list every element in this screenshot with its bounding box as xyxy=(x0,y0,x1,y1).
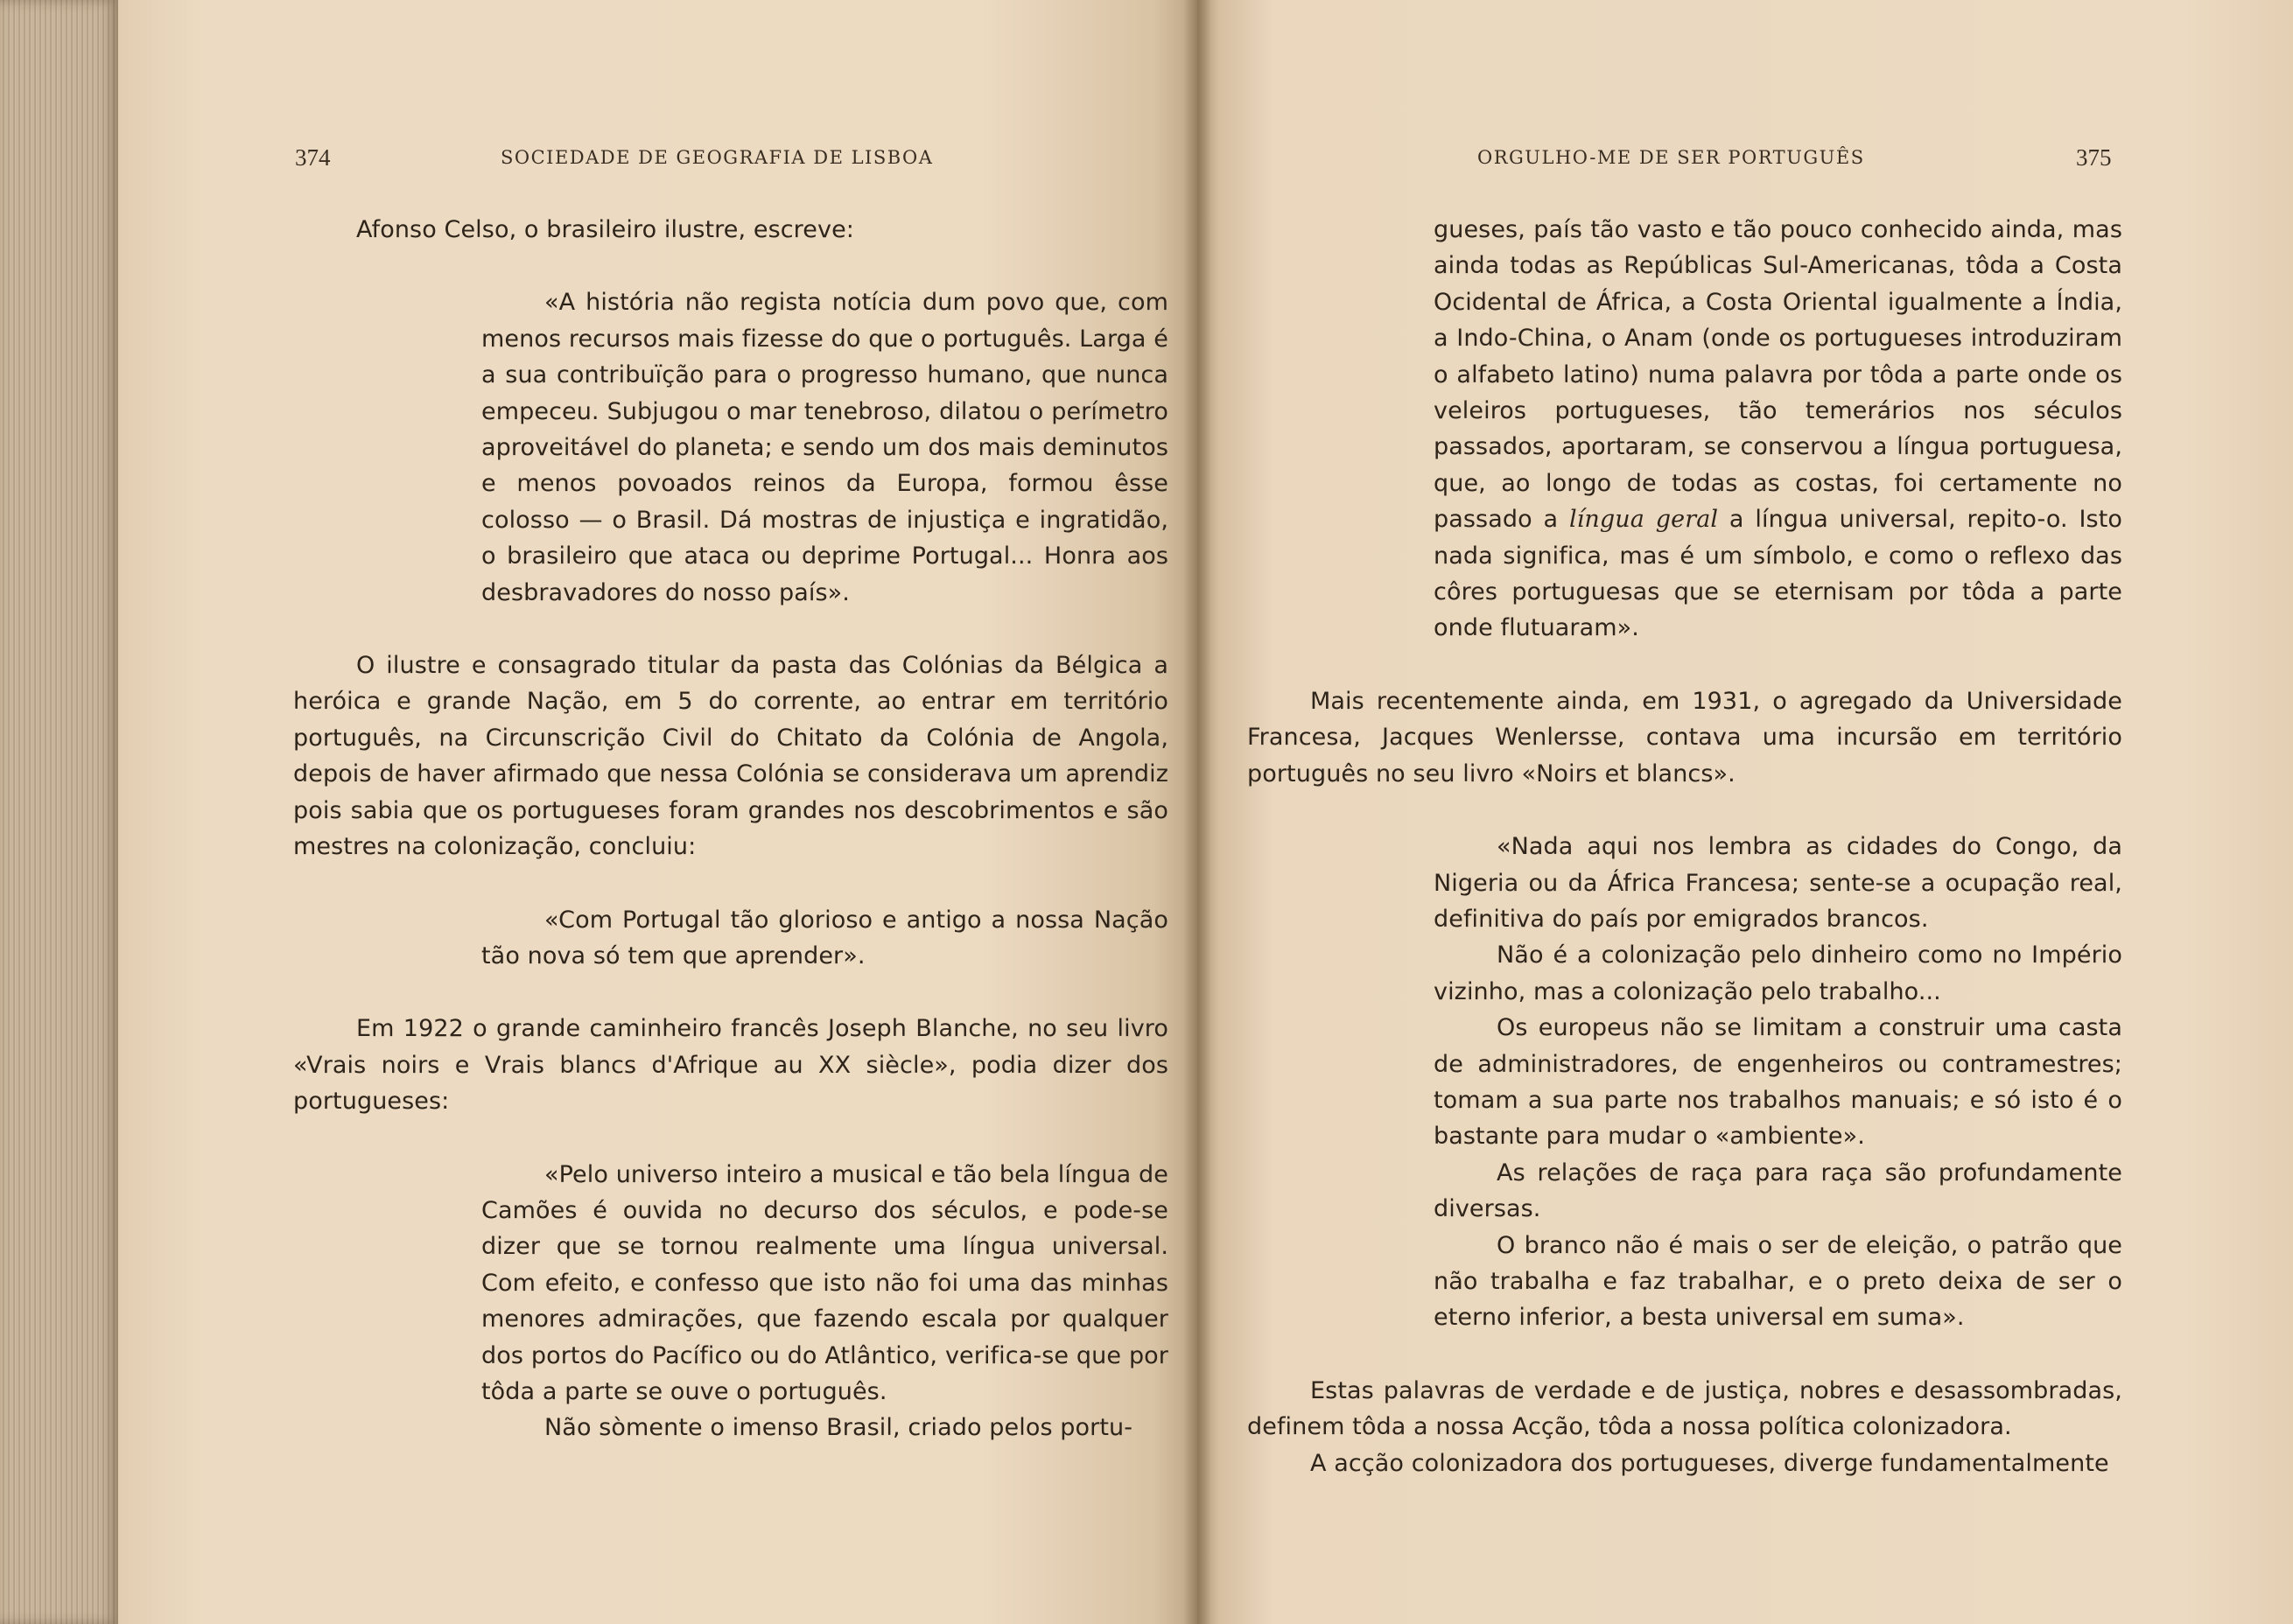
block-quote: As relações de raça para raça são profundamente diversas. xyxy=(1434,1158,2122,1223)
block-quote: «Nada aqui nos lembra as cidades do Congo, da Nigeria ou da África Francesa; sente-se a ocupação real, definitiva do país por emigrados brancos. xyxy=(1434,833,2122,933)
right-text-column xyxy=(1247,212,2122,1481)
right-page-number: 375 xyxy=(2076,144,2112,171)
quote-text: a língua universal, repito-o. Isto nada significa, mas é um símbolo, e como o reflexo das côres portuguesas que se eternisam por tôda a parte onde flutuaram». xyxy=(1434,506,2122,642)
block-quote: «A história não regista notícia dum povo que, com menos recursos mais fizesse do que o português. Larga é a sua contribuïção para o progresso humano, que nunca empeceu. Subjugou o mar tenebroso, dilatou o perímetro aproveitável do planeta; e sendo um dos mais deminutos e menos povoados reinos da Europa, formou êsse colosso — o Brasil. Dá mostras de injustiça e ingratidão, o brasileiro que ataca ou deprime Portugal... Honra aos desbravadores do nosso país». xyxy=(481,289,1168,606)
paragraph: Afonso Celso, o brasileiro ilustre, escreve: xyxy=(356,216,854,243)
left-text-column xyxy=(293,212,1168,1446)
block-quote: «Pelo universo inteiro a musical e tão bela língua de Camões é ouvida no decurso dos séculos, e pode-se dizer que se tornou realmente uma língua universal. Com efeito, e confesso que isto não foi uma das minhas menores admirações, que fazendo escala por qualquer dos portos do Pacífico ou do Atlântico, verifica-se que por tôda a parte se ouve o português. xyxy=(481,1160,1168,1405)
right-running-head: ORGULHO-ME DE SER PORTUGUÊS xyxy=(1477,147,1865,168)
book-gutter xyxy=(1183,0,1211,1624)
paragraph: A acção colonizadora dos portugueses, diverge fundamentalmente xyxy=(1310,1449,2109,1477)
left-running-head: SOCIEDADE DE GEOGRAFIA DE LISBOA xyxy=(501,147,934,168)
block-quote: Os europeus não se limitam a construir uma casta de administradores, de engenheiros ou contramestres; tomam a sua parte nos trabalhos manuais; e só isto é o bastante para mudar o «ambiente». xyxy=(1434,1014,2122,1151)
paragraph: O ilustre e consagrado titular da pasta das Colónias da Bélgica a heróica e grande Nação, em 5 do corrente, ao entrar em território português, na Circunscrição Civil do Chitato da Colónia de Angola, depois de haver afirmado que nessa Colónia se considerava um aprendiz pois sabia que os portugueses foram grandes nos descobrimentos e são mestres na colonização, concluiu: xyxy=(293,652,1168,861)
block-quote: «Com Portugal tão glorioso e antigo a nossa Nação tão nova só tem que aprender». xyxy=(481,906,1168,970)
block-quote: O branco não é mais o ser de eleição, o patrão que não trabalha e faz trabalhar, e o preto deixa de ser o eterno inferior, a besta universal em suma». xyxy=(1434,1231,2122,1332)
paragraph: Em 1922 o grande caminheiro francês Joseph Blanche, no seu livro «Vrais noirs e Vrais blancs d'Afrique au XX siècle», podia dizer dos portugueses: xyxy=(293,1015,1168,1116)
left-page-number: 374 xyxy=(295,144,331,171)
paragraph: Estas palavras de verdade e de justiça, nobres e desassombradas, definem tôda a nossa Acção, tôda a nossa política colonizadora. xyxy=(1247,1376,2122,1441)
page-edges xyxy=(0,0,118,1624)
italic-term: língua geral xyxy=(1568,506,1719,534)
block-quote: Não é a colonização pelo dinheiro como no Império vizinho, mas a colonização pelo trabalho... xyxy=(1434,942,2122,1005)
paragraph: Mais recentemente ainda, em 1931, o agregado da Universidade Francesa, Jacques Wenlersse, contava uma incursão em território português no seu livro «Noirs et blancs». xyxy=(1247,687,2122,788)
block-quote: Não sòmente o imenso Brasil, criado pelos portu- xyxy=(544,1414,1133,1442)
block-quote-continued xyxy=(1434,212,2122,647)
quote-text: gueses, país tão vasto e tão pouco conhecido ainda, mas ainda todas as Repúblicas Sul-Americanas, tôda a Costa Ocidental de África, a Costa Oriental igualmente a Índia, a Indo-China, o Anam (onde os portugueses introduziram o alfabeto latino) numa palavra por tôda a parte onde os veleiros portugueses, tão temerários nos séculos passados, aportaram, se conservou a língua portuguesa, que, ao longo de todas as costas, foi certamente no passado a xyxy=(1434,216,2122,534)
